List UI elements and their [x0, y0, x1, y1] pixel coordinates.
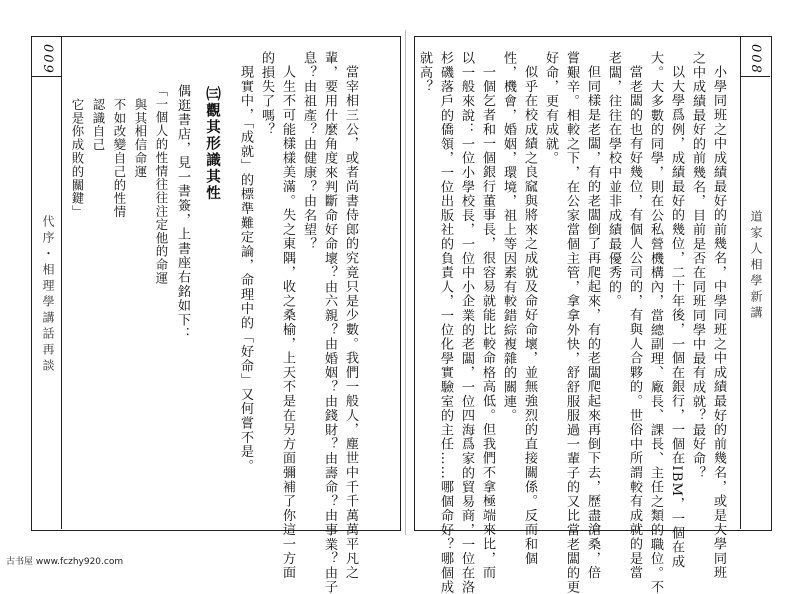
- left-body-line: 當宰相三公，或者尚書侍郎的究竟只是少數。我們一般人，塵世中千千萬萬平凡之: [343, 65, 358, 580]
- right-body-line: 但同樣是老闆，有的老闆倒了再爬起來，有的老闆爬起來再倒下去，歷盡滄桑，倍: [585, 65, 600, 580]
- left-body-line: 息？由祖產？由健康？由名望？: [301, 51, 316, 252]
- left-header-rule: [31, 76, 61, 77]
- left-running-head: 代序・相理學講話再談: [41, 215, 55, 375]
- right-page-number: 008: [748, 44, 763, 75]
- right-body-line: 杉磯落戶的僑領，一位出版社的負責人，一位化學實驗室的主任……哪個命好？哪個成: [438, 51, 453, 594]
- poem-line: 「一個人的性情往往注定他的命運: [154, 84, 169, 285]
- right-header-rule: [740, 76, 770, 77]
- left-margin-rule: [61, 36, 62, 529]
- right-body-line: 以大學爲例，成績最好的幾位，二十年後，一個在銀行，一個在IBM，一個在成: [669, 65, 684, 569]
- left-body-line: 人生不可能樣樣美滿。失之東隅，收之桑榆，上天不是在另方面彌補了你這一方面: [280, 65, 295, 580]
- right-body-line: 一個乞者和一個銀行董事長，很容易就能比較命格高低。但我們不拿極端來比，而: [480, 65, 495, 580]
- right-body-line: 似乎在校成績之良窳與將來之成就及命好命壞，並無強烈的直接關係。反而和個: [522, 65, 537, 566]
- left-body-line: 的損失了嗎？: [259, 51, 274, 137]
- right-body-line: 性，機會，婚姻，環境，祖上等因素有較錯綜複雜的關連。: [501, 51, 516, 423]
- right-body-line: 老闆，往往在學校中並非成績最優秀的。: [606, 51, 621, 309]
- poem-line: 它是你成敗的關鍵」: [70, 98, 85, 219]
- left-body-line: 輩，要用什麼角度來判斷命好命壞？由六親？由婚姻？由錢財？由壽命？由事業？由子: [322, 51, 337, 594]
- right-body-line: 好命，更有成就。: [543, 51, 558, 166]
- right-margin-rule: [740, 36, 741, 529]
- right-body-line: 當老闆的也有好幾位，有個人公司的，有與人合夥的。世俗中所謂較有成就的是當: [627, 65, 642, 580]
- right-body-line: 就高？: [417, 51, 432, 94]
- poem-line: 認識自己: [91, 98, 106, 152]
- right-body-line: 之中成績最好的前幾名，目前是否在同班同學中最有成就？最好命？: [690, 51, 705, 480]
- left-body-line: 現實中，「成就」的標準難定論，命理中的「好命」又何嘗不是。: [238, 65, 253, 474]
- footer-site-text: 古书屋 www.fczhy920.com: [6, 557, 124, 567]
- poem-line: 與其相信命運: [133, 98, 148, 179]
- right-body-line: 大。大多數的同學，則在公私營機構內，當總副理、廠長、課長、主任之類的職位。不: [648, 51, 663, 594]
- poem-line: 不如改變自己的性情: [112, 98, 127, 219]
- page-fold: [405, 30, 406, 535]
- left-page-number: 009: [40, 44, 55, 75]
- right-body-line: 小學同班之中成績最好的前幾名，中學同班之中成績最好的前幾名，或是大學同班: [711, 65, 726, 580]
- right-running-head: 道家人相學新講: [749, 210, 763, 322]
- right-body-line: 以一般來說：一位小學校長，一位中小企業的老闆，一位四海爲家的貿易商，一位在洛: [459, 51, 474, 594]
- intro-line: 偶逛書店，見一書簽，上書座右銘如下：: [175, 84, 190, 342]
- right-body-line: 嘗艱辛。相較之下，在公家當個主管，拿拿外快，舒舒服服過一輩子的又比當老闆的更: [564, 51, 579, 594]
- section-heading: ㈢觀其形識其性: [204, 86, 221, 202]
